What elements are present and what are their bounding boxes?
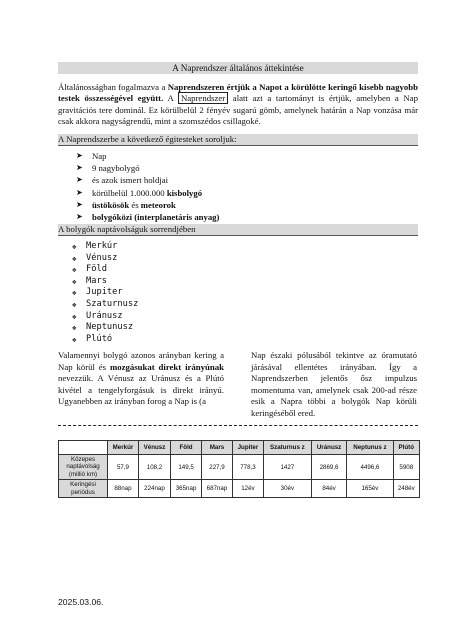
table-cell: 165év [347, 480, 393, 498]
arrow-bullet-icon: ➤ [76, 151, 83, 160]
table-cell: 687nap [202, 480, 233, 498]
list-item [76, 199, 219, 211]
list-item-bold: kisbolygó [166, 187, 203, 198]
table-header-row [59, 441, 420, 455]
table-cell: 248év [393, 480, 419, 498]
planet-item [72, 334, 138, 346]
planet-item [72, 276, 138, 288]
diamond-bullet-icon: ❖ [72, 334, 77, 344]
left-column-text: Valamennyi bolygó azonos arányban kering a Nap körül és [58, 350, 224, 372]
planet-name: Föld [86, 264, 107, 275]
intro-paragraph [58, 82, 418, 128]
planet-data-table [58, 440, 420, 498]
table-cell: 12év [232, 480, 263, 498]
column-header: Mars [202, 441, 233, 455]
planets-heading: A bolygók naptávolságuk sorrendjében [58, 224, 418, 236]
table-cell: 224nap [138, 480, 170, 498]
planet-item [72, 299, 138, 311]
table-cell: 1427 [263, 455, 311, 480]
diamond-bullet-icon: ❖ [72, 242, 77, 251]
dashed-divider [58, 425, 418, 426]
planets-list [72, 241, 138, 345]
row-header: Közepes naptávolság (millió km) [59, 455, 108, 480]
intro-text-3: A [163, 93, 178, 104]
planet-item [72, 287, 138, 299]
bodies-heading: A Naprendszerbe a következő égitesteket soroljuk: [58, 134, 418, 146]
diamond-bullet-icon: ❖ [72, 265, 77, 275]
table-cell: 149,5 [171, 455, 202, 480]
planet-item [72, 322, 138, 334]
arrow-bullet-icon: ➤ [76, 163, 83, 173]
diamond-bullet-icon: ❖ [72, 276, 77, 286]
table-cell: 108,2 [138, 455, 170, 480]
list-item-text: és [129, 199, 141, 210]
left-column-paragraph [58, 350, 224, 408]
table-cell: 4496,6 [347, 455, 393, 480]
celestial-bodies-list [76, 150, 219, 223]
planet-item [72, 311, 138, 323]
table-cell: 227,9 [202, 455, 233, 480]
column-header: Szaturnus z [263, 441, 311, 455]
planet-name: Merkúr [86, 241, 118, 251]
diamond-bullet-icon: ❖ [72, 311, 77, 321]
arrow-bullet-icon: ➤ [76, 187, 83, 197]
list-item [76, 162, 219, 174]
table-cell: 84év [311, 480, 346, 498]
list-item [76, 174, 219, 186]
intro-boxed-word: Naprendszer [178, 92, 228, 104]
list-item-text: Nap [92, 151, 107, 161]
column-header: Jupiter [232, 441, 263, 455]
left-column-text: nevezzük. A Vénusz az Uránusz és a Plútó kivétel a tengelyforgásuk is direkt irányú. Ugyanebben az irányban forog a Nap is (a [58, 373, 224, 406]
planet-name: Mars [86, 275, 107, 286]
column-header: Vénusz [138, 441, 170, 455]
table-row [59, 480, 420, 498]
column-header: Uránusz [311, 441, 346, 455]
intro-text-5: alatt azt a tartományt is értjük, amelyben a Nap gravitációs tere dominál. Ez körülbelül 2 fényév sugarú gömb, amelynek határán a Nap vonzása már csak akkora nagyságrendű, mint a szomszédos csillagoké. [58, 93, 418, 127]
diamond-bullet-icon: ❖ [72, 288, 77, 298]
planet-item [72, 264, 138, 276]
planet-name: Neptunusz [86, 322, 134, 333]
list-item-bold: bolygóközi (interplanetáris anyag) [92, 212, 220, 223]
table-cell: 778,3 [232, 455, 263, 480]
left-column-bold: mozgásukat direkt irányúnak [109, 361, 224, 372]
list-item-bold: üstökösök [92, 199, 130, 210]
diamond-bullet-icon: ❖ [72, 299, 77, 309]
table-corner-cell [59, 441, 108, 455]
planet-name: Vénusz [86, 252, 118, 263]
footer-date: 2025.03.06. [58, 597, 104, 607]
column-header: Plútó [393, 441, 419, 455]
arrow-bullet-icon: ➤ [76, 212, 83, 222]
document-title: A Naprendszer általános áttekintése [58, 62, 418, 74]
list-item-text: és azok ismert holdjai [92, 175, 168, 186]
table-cell: 88nap [108, 480, 139, 498]
intro-text-1: Általánosságban fogalmazva a [58, 82, 168, 92]
column-header: Föld [171, 441, 202, 455]
right-column-paragraph: Nap északi pólusából tekintve az óramutató járásával ellentétes irányában. Így a Naprendszerben jelentős ősz impulzus momentuma van, amelynek csak 200-ad része esik a Napra többi a bolygók Nap körüli keringéséből ered. [251, 350, 417, 418]
diamond-bullet-icon: ❖ [72, 323, 77, 333]
table-cell: 2869,6 [311, 455, 346, 480]
list-item [76, 211, 219, 223]
planet-name: Plútó [86, 333, 113, 344]
planet-name: Szaturnusz [86, 298, 139, 309]
row-header: Keringési periódus [59, 480, 108, 498]
list-item-text: körülbelül 1.000.000 [92, 187, 167, 198]
table-cell: 5908 [393, 455, 419, 480]
arrow-bullet-icon: ➤ [76, 175, 83, 185]
planet-item [72, 253, 138, 265]
column-header: Neptunus z [347, 441, 393, 455]
table-cell: 365nap [171, 480, 202, 498]
list-item [76, 187, 219, 199]
table-cell: 30év [263, 480, 311, 498]
arrow-bullet-icon: ➤ [76, 199, 83, 209]
diamond-bullet-icon: ❖ [72, 253, 77, 263]
list-item-bold: meteorok [140, 199, 176, 210]
planet-name: Uránusz [86, 310, 123, 321]
list-item-text: 9 nagybolygó [92, 163, 140, 174]
list-item [76, 150, 219, 162]
column-header: Merkúr [108, 441, 139, 455]
intro-bold-definition: Naprendszeren értjük a Napot a körülötte keringő kisebb nagyobb testek összességével együtt. [58, 82, 419, 104]
planet-name: Jupiter [86, 287, 123, 298]
planet-item [72, 241, 138, 253]
table-cell: 57,9 [108, 455, 139, 480]
table-row [59, 455, 420, 480]
